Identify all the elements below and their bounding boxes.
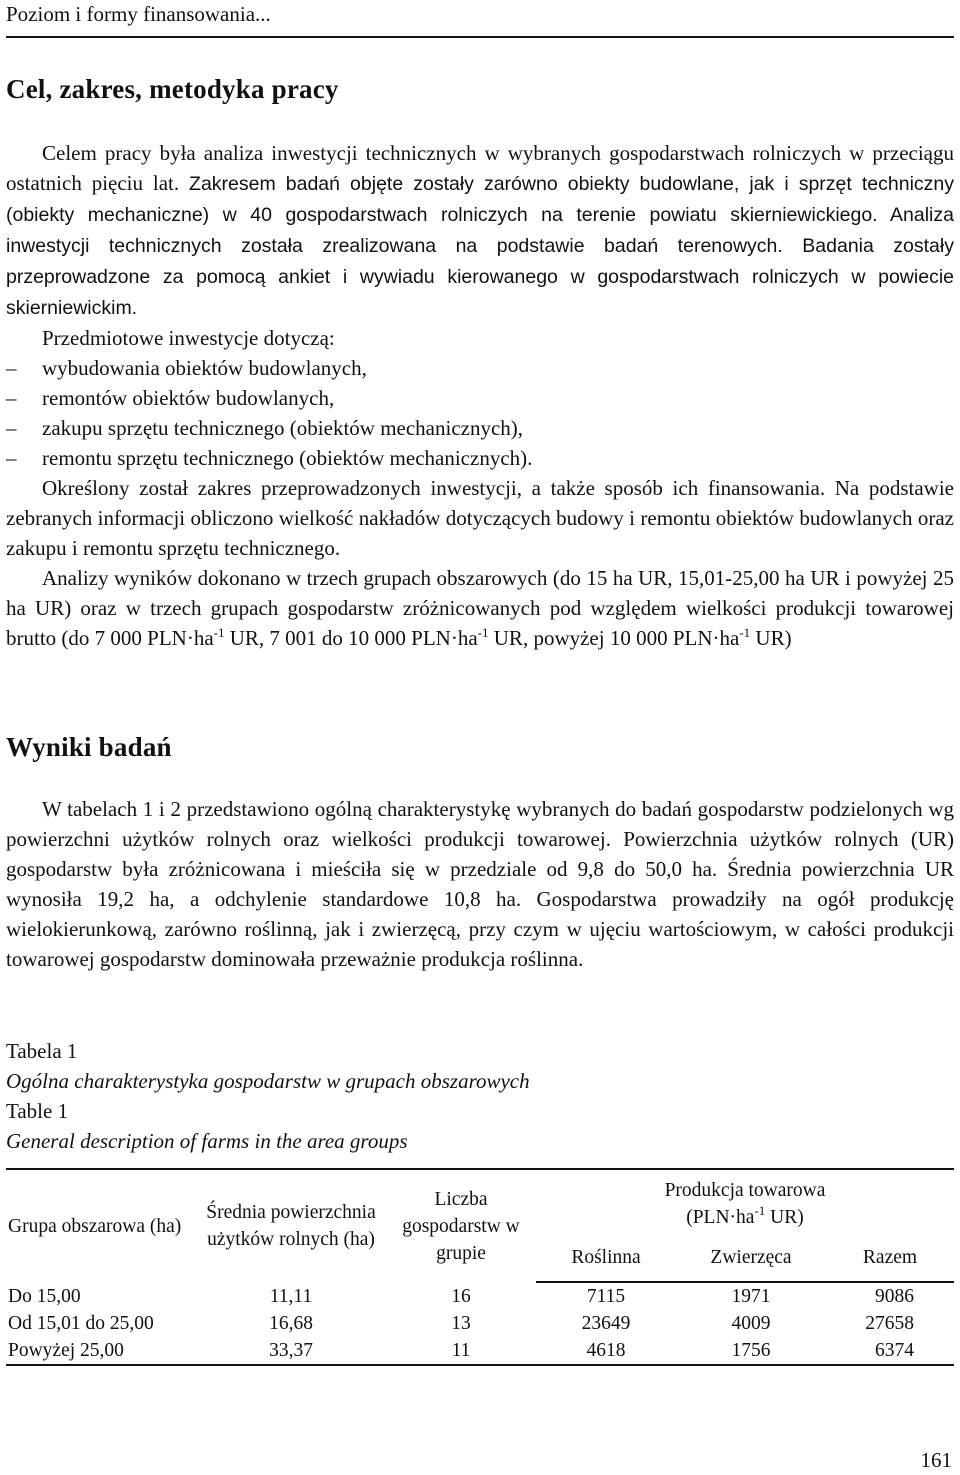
cell-area: 16,68 (269, 1313, 313, 1334)
cell-total: 27658 (865, 1313, 914, 1334)
superscript: -1 (477, 625, 489, 640)
header-count: Liczba gospodarstw w grupie (386, 1169, 536, 1282)
paragraph-analysis-c: UR, powyżej 10 000 PLN·ha (488, 626, 740, 650)
section-title-results: Wyniki badań (6, 732, 172, 762)
table-header-row (6, 1169, 954, 1233)
list-item (6, 383, 954, 413)
table-row (6, 1310, 954, 1337)
list-item (6, 413, 954, 443)
cell-count: 11 (386, 1337, 536, 1365)
header-production-line2 (538, 1204, 952, 1231)
cell-plant: 23649 (581, 1313, 631, 1334)
header-group: Grupa obszarowa (ha) (6, 1169, 196, 1282)
paragraph-analysis-d: UR) (750, 626, 792, 650)
cell-animal: 1756 (676, 1337, 826, 1365)
list-item (6, 443, 954, 473)
table-title-pl: Ogólna charakterystyka gospodarstw w grupach obszarowych (6, 1069, 530, 1093)
cell-group: Do 15,00 (8, 1285, 81, 1307)
cell-group: Od 15,01 do 25,00 (8, 1313, 154, 1334)
results-text (6, 794, 954, 974)
cell-group: Powyżej 25,00 (6, 1337, 196, 1365)
dash-bullet: – (6, 386, 17, 410)
running-head: Poziom i formy finansowania... (6, 2, 271, 26)
list-item-text: zakupu sprzętu technicznego (obiektów mechanicznych), (42, 416, 524, 440)
section-title-methodology: Cel, zakres, metodyka pracy (6, 74, 339, 104)
paragraph-intro: Przedmiotowe inwestycje dotyczą: (42, 326, 335, 350)
cell-total: 9086 (875, 1286, 914, 1307)
list-item-text: remontów obiektów budowlanych, (42, 386, 335, 410)
cell-animal: 4009 (731, 1313, 771, 1334)
dash-bullet: – (6, 416, 17, 440)
cell-count: 16 (451, 1285, 471, 1307)
header-production-line1: Produkcja towarowa (664, 1179, 826, 1201)
superscript: -1 (739, 625, 751, 640)
header-area: Średnia powierzchnia użytków rolnych (ha) (196, 1169, 386, 1282)
paragraph-aim (6, 138, 954, 323)
cell-total: 6374 (826, 1337, 954, 1365)
header-plant: Roślinna (536, 1233, 676, 1282)
paragraph-results: W tabelach 1 i 2 przedstawiono ogólną charakterystykę wybranych do badań gospodarstw podzielonych wg powierzchni użytków rolnych oraz wielkości produkcji towarowej. Powierzchnia użytków rolnych (UR) gospodarstw była zróżnicowana i mieściła się w przedziale od 9,8 do 50,0 ha. Średnia powierzchnia UR wynosiła 19,2 ha, a odchylenie standardowe 10,8 ha. Gospodarstwa prowadziły na ogół produkcję wielokierunkową, zarówno roślinną, jak i zwierzęcą, przy czym w ujęciu wartościowym, w całości produkcji towarowej gospodarstw dominowała przeważnie produkcja roślinna. (6, 797, 954, 971)
header-total: Razem (826, 1233, 954, 1282)
superscript: -1 (213, 625, 225, 640)
table-row (6, 1337, 954, 1365)
paragraph-analysis-a: Analizy wyników dokonano w trzech grupach obszarowych (do 15 ha UR, 15,01-25,00 ha UR i powyżej 25 ha UR) oraz w trzech grupach gospodarstw zróżnicowanych pod względem wielkości produkcji towarowej brutto (do 7 000 PLN·ha (6, 566, 954, 650)
cell-area: 33,37 (196, 1337, 386, 1365)
cell-area: 11,11 (269, 1285, 313, 1307)
superscript: -1 (754, 1202, 766, 1218)
list-item (6, 353, 954, 383)
table-title-en: General description of farms in the area groups (6, 1129, 408, 1153)
list-item-text: remontu sprzętu technicznego (obiektów mechanicznych). (42, 446, 533, 470)
methodology-text (6, 138, 954, 653)
header-animal: Zwierzęca (676, 1233, 826, 1282)
header-production-unit: (PLN·ha (686, 1206, 755, 1228)
cell-plant: 7115 (586, 1286, 626, 1307)
dash-bullet: – (6, 446, 17, 470)
list-item-text: wybudowania obiektów budowlanych, (42, 356, 367, 380)
paragraph-aim-sans: Zakresem badań objęte zostały zarówno obiekty budowlane, jak i sprzęt techniczny (obiekty mechaniczne) w 40 gospodarstwach rolniczych na terenie powiatu skierniewickiego. Analiza inwestycji technicznych została zrealizowana na podstawie badań terenowych. Badania zostały przeprowadzone za pomocą ankiet i wywiadu kierowanego w gospodarstwach rolniczych w powiecie skierniewickim. (6, 173, 954, 319)
paragraph-aim-serif: Celem pracy była analiza inwestycji technicznych w wybranych gospodarstwach rolniczych w przeciągu ostatnich pięciu lat. (6, 141, 954, 195)
cell-animal: 1971 (731, 1286, 771, 1307)
investment-list (6, 353, 954, 473)
cell-count: 13 (451, 1313, 471, 1334)
header-production (536, 1169, 954, 1233)
dash-bullet: – (6, 356, 17, 380)
table-label-en: Table 1 (6, 1099, 69, 1123)
page-number: 161 (920, 1448, 952, 1472)
table-label-pl: Tabela 1 (6, 1039, 78, 1063)
paragraph-scope: Określony został zakres przeprowadzonych inwestycji, a także sposób ich finansowania. Na podstawie zebranych informacji obliczono wielkość nakładów dotyczących budowy i remontu obiektów budowlanych oraz zakupu i remontu sprzętu technicznego. (6, 476, 954, 560)
farm-characteristics-table (6, 1168, 954, 1366)
paragraph-analysis-b: UR, 7 001 do 10 000 PLN·ha (224, 626, 478, 650)
header-production-unit-end: UR) (765, 1206, 804, 1228)
table-row (6, 1282, 954, 1310)
header-rule (6, 36, 954, 38)
cell-plant: 4618 (536, 1337, 676, 1365)
paragraph-analysis (6, 563, 954, 653)
